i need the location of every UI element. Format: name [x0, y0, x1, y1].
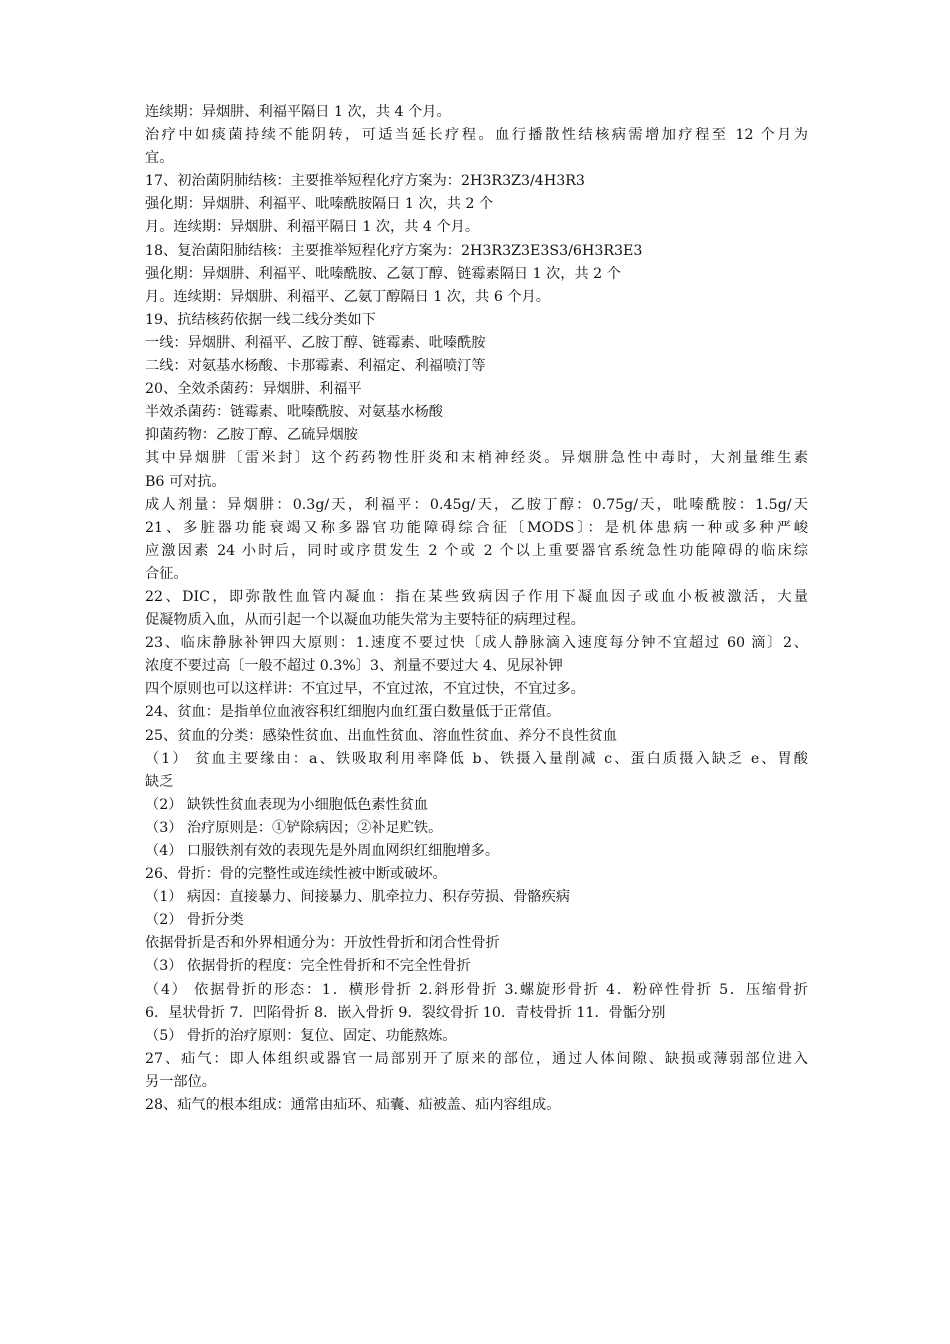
text-line: 17、初治菌阴肺结核：主要推举短程化疗方案为：2H3R3Z3/4H3R3 — [145, 173, 585, 190]
text-line: （2） 缺铁性贫血表现为小细胞低色素性贫血 — [145, 796, 429, 813]
text-line: （4） 口服铁剂有效的表现先是外周血网织红细胞增多。 — [145, 843, 500, 859]
text-line: 应激因素 24 小时后，同时或序贯发生 2 个或 2 个以上重要器官系统急性功能障碍的临床综 — [145, 542, 808, 559]
text-line: 宜。 — [145, 150, 174, 167]
text-line: （5） 骨折的治疗原则：复位、固定、功能熬炼。 — [145, 1027, 457, 1044]
text-line: 27、疝气：即人体组织或器官一局部别开了原来的部位，通过人体间隙、缺损或薄弱部位进入 — [145, 1050, 808, 1067]
text-line: 23、临床静脉补钾四大原则：1.速度不要过快〔成人静脉滴入速度每分钟不宜超过 60 滴〕2、 — [145, 635, 808, 652]
text-line: 强化期：异烟肼、利福平、吡嗪酰胺、乙氨丁醇、链霉素隔日 1 次，共 2 个 — [145, 265, 621, 282]
text-line: 28、疝气的根本组成：通常由疝环、疝囊、疝被盖、疝内容组成。 — [145, 1097, 561, 1114]
text-line: 成人剂量：异烟肼：0.3g/天，利福平：0.45g/天，乙胺丁醇：0.75g/天，吡嗪酰胺：1.5g/天 — [145, 496, 808, 513]
text-line: 合征。 — [145, 565, 188, 582]
text-line: 其中异烟肼〔雷米封〕这个药药物性肝炎和末梢神经炎。异烟肼急性中毒时，大剂量维生素 — [145, 450, 808, 467]
text-line: 21、多脏器功能衰竭又称多器官功能障碍综合征〔MODS〕：是机体患病一种或多种严峻 — [145, 519, 808, 536]
text-line: 24、贫血：是指单位血液容积红细胞内血红蛋白数量低于正常值。 — [145, 704, 561, 721]
text-line: 月。连续期：异烟肼、利福平隔日 1 次，共 4 个月。 — [145, 219, 480, 236]
text-line: 依据骨折是否和外界相通分为：开放性骨折和闭合性骨折 — [145, 935, 500, 952]
text-line: 19、抗结核药依据一线二线分类如下 — [145, 311, 376, 328]
text-line: （2） 骨折分类 — [145, 912, 244, 929]
text-line: （1） 病因：直接暴力、间接暴力、肌牵拉力、积存劳损、骨骼疾病 — [145, 889, 570, 906]
text-line: 强化期：异烟肼、利福平、吡嗪酰胺隔日 1 次，共 2 个 — [145, 196, 494, 213]
document-page — [145, 101, 808, 1117]
text-line: 治疗中如痰菌持续不能阴转，可适当延长疗程。血行播散性结核病需增加疗程至 12 个月为 — [145, 127, 808, 144]
text-line: 另一部位。 — [145, 1073, 216, 1090]
text-line: 缺乏 — [145, 773, 174, 790]
text-line: （1） 贫血主要缘由：a、铁吸取利用率降低 b、铁摄入量削减 c、蛋白质摄入缺乏 e、胃酸 — [145, 750, 808, 767]
text-line: 22、DIC，即弥散性血管内凝血：指在某些致病因子作用下凝血因子或血小板被激活，大量 — [145, 588, 808, 605]
text-line: 抑菌药物：乙胺丁醇、乙硫异烟胺 — [145, 427, 358, 444]
text-line: （3） 治疗原则是：①铲除病因；②补足贮铁。 — [145, 819, 443, 836]
text-line: （3） 依据骨折的程度：完全性骨折和不完全性骨折 — [145, 958, 471, 975]
text-line: B6 可对抗。 — [145, 473, 226, 490]
text-line: 连续期：异烟肼、利福平隔日 1 次，共 4 个月。 — [145, 104, 451, 120]
text-line: 20、全效杀菌药：异烟肼、利福平 — [145, 381, 362, 398]
text-line: 月。连续期：异烟肼、利福平、乙氨丁醇隔日 1 次，共 6 个月。 — [145, 288, 550, 305]
text-line: 18、复治菌阳肺结核：主要推举短程化疗方案为：2H3R3Z3E3S3/6H3R3E3 — [145, 242, 643, 259]
text-line: 二线：对氨基水杨酸、卡那霉素、利福定、利福喷汀等 — [145, 358, 486, 375]
text-line: 25、贫血的分类：感染性贫血、出血性贫血、溶血性贫血、养分不良性贫血 — [145, 727, 618, 744]
text-line: 一线：异烟肼、利福平、乙胺丁醇、链霉素、吡嗪酰胺 — [145, 334, 486, 351]
text-line: 26、骨折：骨的完整性或连续性被中断或破坏。 — [145, 866, 447, 883]
text-line: 促凝物质入血，从而引起一个以凝血功能失常为主要特征的病理过程。 — [145, 612, 585, 629]
text-line: 四个原则也可以这样讲：不宜过早，不宜过浓，不宜过快，不宜过多。 — [145, 681, 585, 698]
text-line: 浓度不要过高〔一般不超过 0.3%〕3、剂量不要过大 4、见尿补钾 — [145, 658, 563, 675]
text-line: （4） 依据骨折的形态：1．横形骨折 2.斜形骨折 3.螺旋形骨折 4．粉碎性骨折 5．压缩骨折 — [145, 981, 808, 998]
text-line: 半效杀菌药：链霉素、吡嗪酰胺、对氨基水杨酸 — [145, 404, 443, 421]
text-line: 6．星状骨折 7．凹陷骨折 8．嵌入骨折 9．裂纹骨折 10．青枝骨折 11．骨骺分别 — [145, 1004, 666, 1021]
